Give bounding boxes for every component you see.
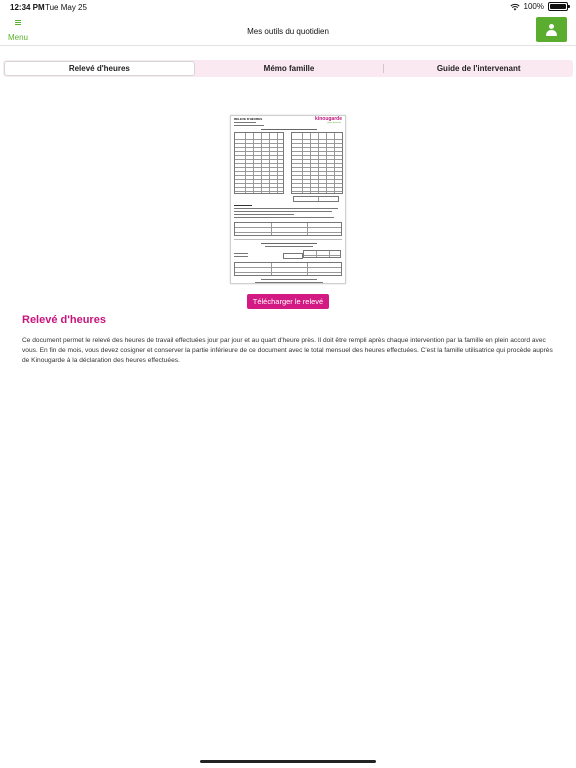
- document-total-label: [283, 253, 303, 259]
- document-text-line: [234, 256, 248, 257]
- document-month-total: [303, 250, 341, 258]
- document-text-line: [265, 246, 313, 247]
- profile-button[interactable]: [536, 17, 567, 42]
- tab-memo-famille[interactable]: Mémo famille: [263, 64, 315, 73]
- menu-label: Menu: [7, 33, 28, 42]
- document-footer-line: [255, 282, 323, 283]
- battery-percentage: 100%: [523, 2, 544, 11]
- segmented-tabs: [3, 60, 573, 77]
- document-section-bar: [261, 129, 317, 130]
- document-cut-line: [234, 239, 342, 240]
- document-text-line: [234, 211, 332, 212]
- document-text-line: [234, 205, 252, 206]
- download-button[interactable]: Télécharger le relevé: [247, 294, 329, 309]
- document-text-line: [234, 125, 264, 126]
- section-heading: Relevé d'heures: [22, 314, 106, 326]
- document-table-right: [291, 132, 343, 194]
- document-text-line: [234, 208, 338, 209]
- tab-releve-heures[interactable]: Relevé d'heures: [4, 61, 195, 76]
- section-description: Ce document permet le relevé des heures de travail effectuées jour par jour et au quart d'heure près. Il doit être rempli après chaque intervention par la famille en plein accord avec vous. En fin de mois, vous devez cosigner et conserver la partie inférieure de ce document avec le total mensuel des heures effectuées. C'est la famille utilisatrice qui procède auprès de Kinougarde à la déclaration des heures effectuées.: [22, 337, 553, 364]
- document-text-line: [234, 217, 334, 218]
- document-section-bar: [261, 243, 317, 244]
- document-footer-line: [261, 279, 317, 280]
- user-icon: [546, 24, 557, 36]
- document-brand-tagline: garde d'enfants: [327, 122, 341, 124]
- document-signature-table: [234, 262, 342, 276]
- document-preview[interactable]: [230, 115, 346, 284]
- document-brand-logo: kinougarde: [315, 116, 342, 122]
- tab-guide-intervenant[interactable]: Guide de l'intervenant: [436, 64, 521, 73]
- wifi-icon: [510, 3, 520, 11]
- document-text-line: [234, 253, 248, 254]
- app-header: [0, 14, 576, 46]
- document-text-line: [234, 122, 256, 123]
- hamburger-icon: [15, 20, 21, 25]
- document-table-left: [234, 132, 284, 194]
- page-title: Mes outils du quotidien: [247, 27, 329, 36]
- document-title: RELEVE D'HEURES: [234, 117, 263, 121]
- status-time: 12:34 PM: [10, 3, 45, 12]
- status-date: Tue May 25: [45, 3, 87, 12]
- status-indicators: [510, 2, 568, 11]
- document-total-box: [293, 196, 339, 202]
- battery-icon: [548, 2, 568, 11]
- status-bar: [0, 0, 576, 14]
- document-signature-table: [234, 222, 342, 236]
- home-indicator[interactable]: [200, 760, 376, 763]
- document-text-line: [234, 214, 294, 215]
